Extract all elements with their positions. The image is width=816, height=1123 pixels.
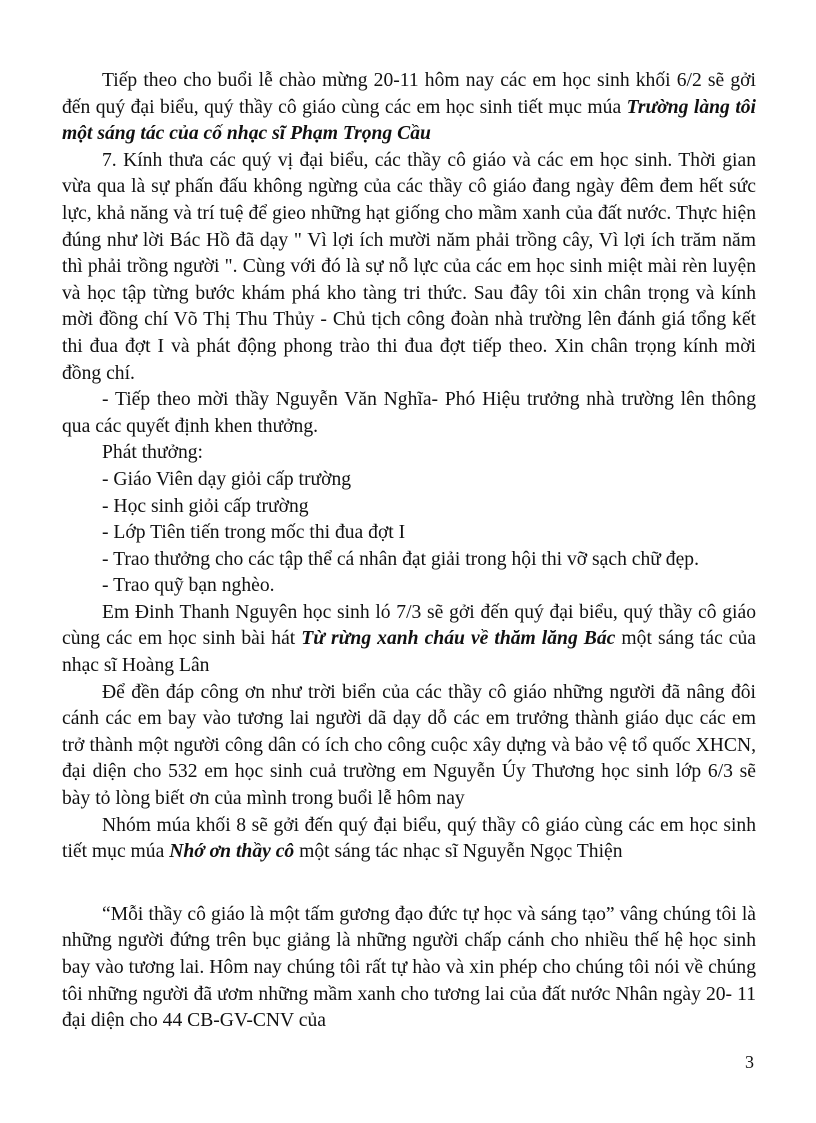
award-item: - Giáo Viên dạy giỏi cấp trường [102,468,352,490]
award-item: - Lớp Tiên tiến trong mốc thi đua đợt I [102,522,406,544]
paragraph-text: Tiếp theo cho buổi lễ chào mừng 20-11 hôm nay các em học sinh khối 6/2 sẽ gởi đến quý đại biểu, quý thầy cô giáo cùng các em học sinh tiết mục múa [62,70,756,118]
paragraph-text: Nhóm múa khối 8 sẽ gởi đến quý đại biểu, quý thầy cô giáo cùng các em học sinh tiết mục múa [62,814,756,863]
paragraph-text: một sáng tác của nhạc sĩ Hoàng Lân [62,628,757,677]
paragraph-award-announcement: - Tiếp theo mời thầy Nguyễn Văn Nghĩa- Phó Hiệu trưởng nhà trường lên thông qua các quyết định khen thưởng. [62,389,756,437]
paragraph-text: Em Đinh Thanh Nguyên học sinh ló 7/3 sẽ gởi đến quý đại biểu, quý thầy cô giáo cùng các em học sinh bài hát [62,601,756,650]
paragraph-text: một sáng tác nhạc sĩ Nguyễn Ngọc Thiện [294,841,623,863]
paragraph-teacher-quote: “Mỗi thầy cô giáo là một tấm gương đạo đức tự học và sáng tạo” vâng chúng tôi là những người đứng trên bục giảng là những người chấp cánh cho nhiều thế hệ học sinh bay vào tương lai. Hôm nay chúng tôi rất tự hào và xin phép cho chúng tôi nói về chúng tôi những người đã ươm những mầm xanh cho tương lai của đất nước Nhân ngày 20- 11 đại diện cho 44 CB-GV-CNV của [62,903,756,1032]
awards-heading: Phát thưởng: [102,442,203,464]
performance-title: Trường làng tôi một sáng tác của cố nhạc sĩ Phạm Trọng Cầu [62,96,757,145]
paragraph-gratitude: Để đền đáp công ơn như trời biển của các thầy cô giáo những người đã nâng đôi cánh các em bay vào tương lai người dã dạy dỗ các em trưởng thành giáo dục các em trở thành một người công dân có ích cho công cuộc xây dựng và bảo vệ tổ quốc XHCN, đại diện cho 532 em học sinh cuả trường em Nguyễn Úy Thương học sinh lớp 6/3 sẽ bày tỏ lòng biết ơn của mình trong buổi lễ hôm nay [62,681,756,810]
document-body [62,68,756,1035]
paragraph-song-intro [62,600,756,680]
performance-title: Từ rừng xanh cháu về thăm lăng Bác [301,628,616,650]
paragraph-dance-intro [62,813,756,866]
award-item: - Học sinh giỏi cấp trường [102,495,309,517]
blank-line [62,866,756,902]
paragraph-speech-7: 7. Kính thưa các quý vị đại biểu, các thầy cô giáo và các em học sinh. Thời gian vừa qua là sự phấn đấu không ngừng của các thầy cô giáo đang ngày đêm đem hết sức lực, khả năng và trí tuệ để gieo những hạt giống cho mầm xanh của đất nước. Thực hiện đúng như lời Bác Hồ đã dạy " Vì lợi ích mười năm phải trồng cây, Vì lợi ích trăm năm thì phải trồng người ". Cùng với đó là sự nỗ lực của các em học sinh miệt mài rèn luyện và học tập từng bước khám phá kho tàng tri thức. Sau đây tôi xin chân trọng và kính mời đồng chí Võ Thị Thu Thủy - Chủ tịch công đoàn nhà trường lên đánh giá tổng kết thi đua đợt I và phát động phong trào thi đua đợt tiếp theo. Xin chân trọng kính mời đồng chí. [62,149,756,384]
performance-title: Nhớ ơn thầy cô [169,841,295,863]
paragraph-intro-dance [62,68,756,148]
award-item: - Trao thưởng cho các tập thể cá nhân đạt giải trong hội thi vỡ sạch chữ đẹp. [102,548,699,570]
award-item: - Trao quỹ bạn nghèo. [102,575,275,597]
page-number: 3 [745,1052,754,1072]
